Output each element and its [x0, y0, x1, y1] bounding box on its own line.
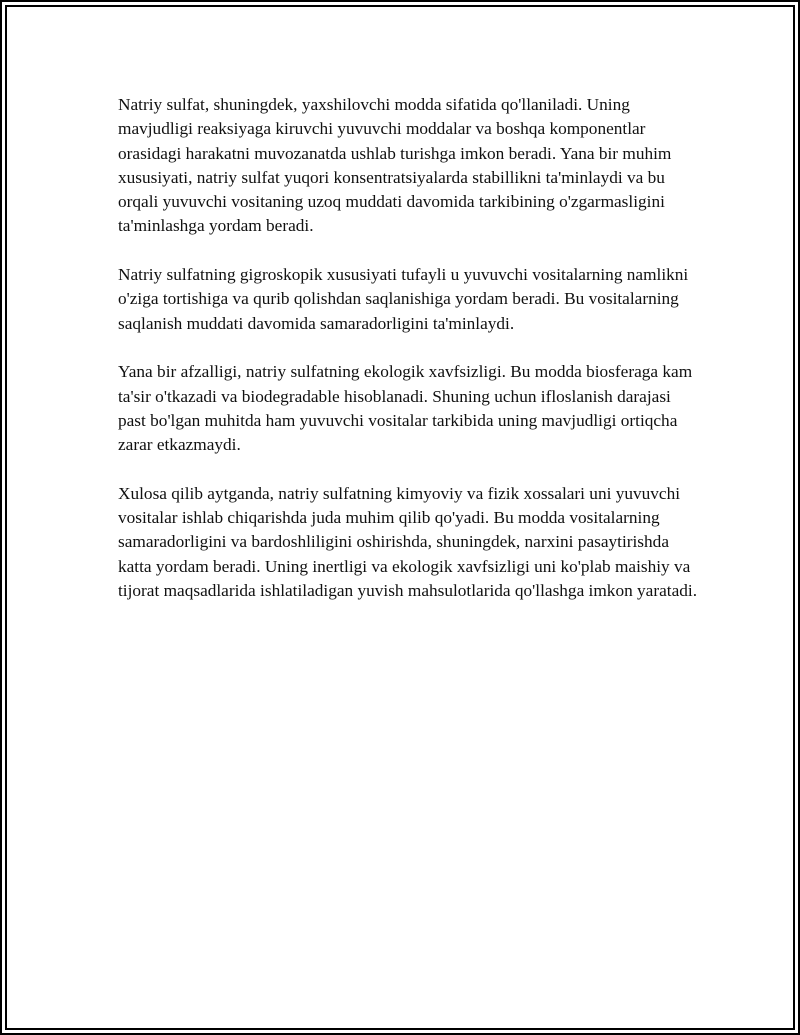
paragraph-1: Natriy sulfat, shuningdek, yaxshilovchi modda sifatida qo'llaniladi. Uning mavjudligi reaksiyaga kiruvchi yuvuvchi moddalar va boshqa komponentlar orasidagi harakatni muvozanatda ushlab turishga imkon beradi. Yana bir muhim xususiyati, natriy sulfat yuqori konsentratsiyalarda stabillikni ta'minlaydi va bu orqali yuvuvchi vositaning uzoq muddati davomida tarkibining o'zgarmasligini ta'minlashga yordam beradi.: [118, 95, 672, 236]
document-body: [118, 93, 698, 628]
paragraph-3: Yana bir afzalligi, natriy sulfatning ekologik xavfsizligi. Bu modda biosferaga kam ta'sir o'tkazadi va biodegradable hisoblanadi. Shuning uchun ifloslanish darajasi past bo'lgan muhitda ham yuvuvchi vositalar tarkibida uning mavjudligi ortiqcha zarar etkazmaydi.: [118, 362, 693, 455]
paragraph-2: Natriy sulfatning gigroskopik xususiyati tufayli u yuvuvchi vositalarning namlikni o'ziga tortishiga va qurib qolishdan saqlanishiga yordam beradi. Bu vositalarning saqlanish muddati davomida samaradorligini ta'minlaydi.: [118, 265, 689, 333]
paragraph-4: Xulosa qilib aytganda, natriy sulfatning kimyoviy va fizik xossalari uni yuvuvchi vositalar ishlab chiqarishda juda muhim qilib qo'yadi. Bu modda vositalarning samaradorligini va bardoshliligini oshirishda, shuningdek, narxini pasaytirishda katta yordam beradi. Uning inertligi va ekologik xavfsizligi uni ko'plab maishiy va tijorat maqsadlarida ishlatiladigan yuvish mahsulotlarida qo'llashga imkon yaratadi.: [118, 483, 698, 600]
